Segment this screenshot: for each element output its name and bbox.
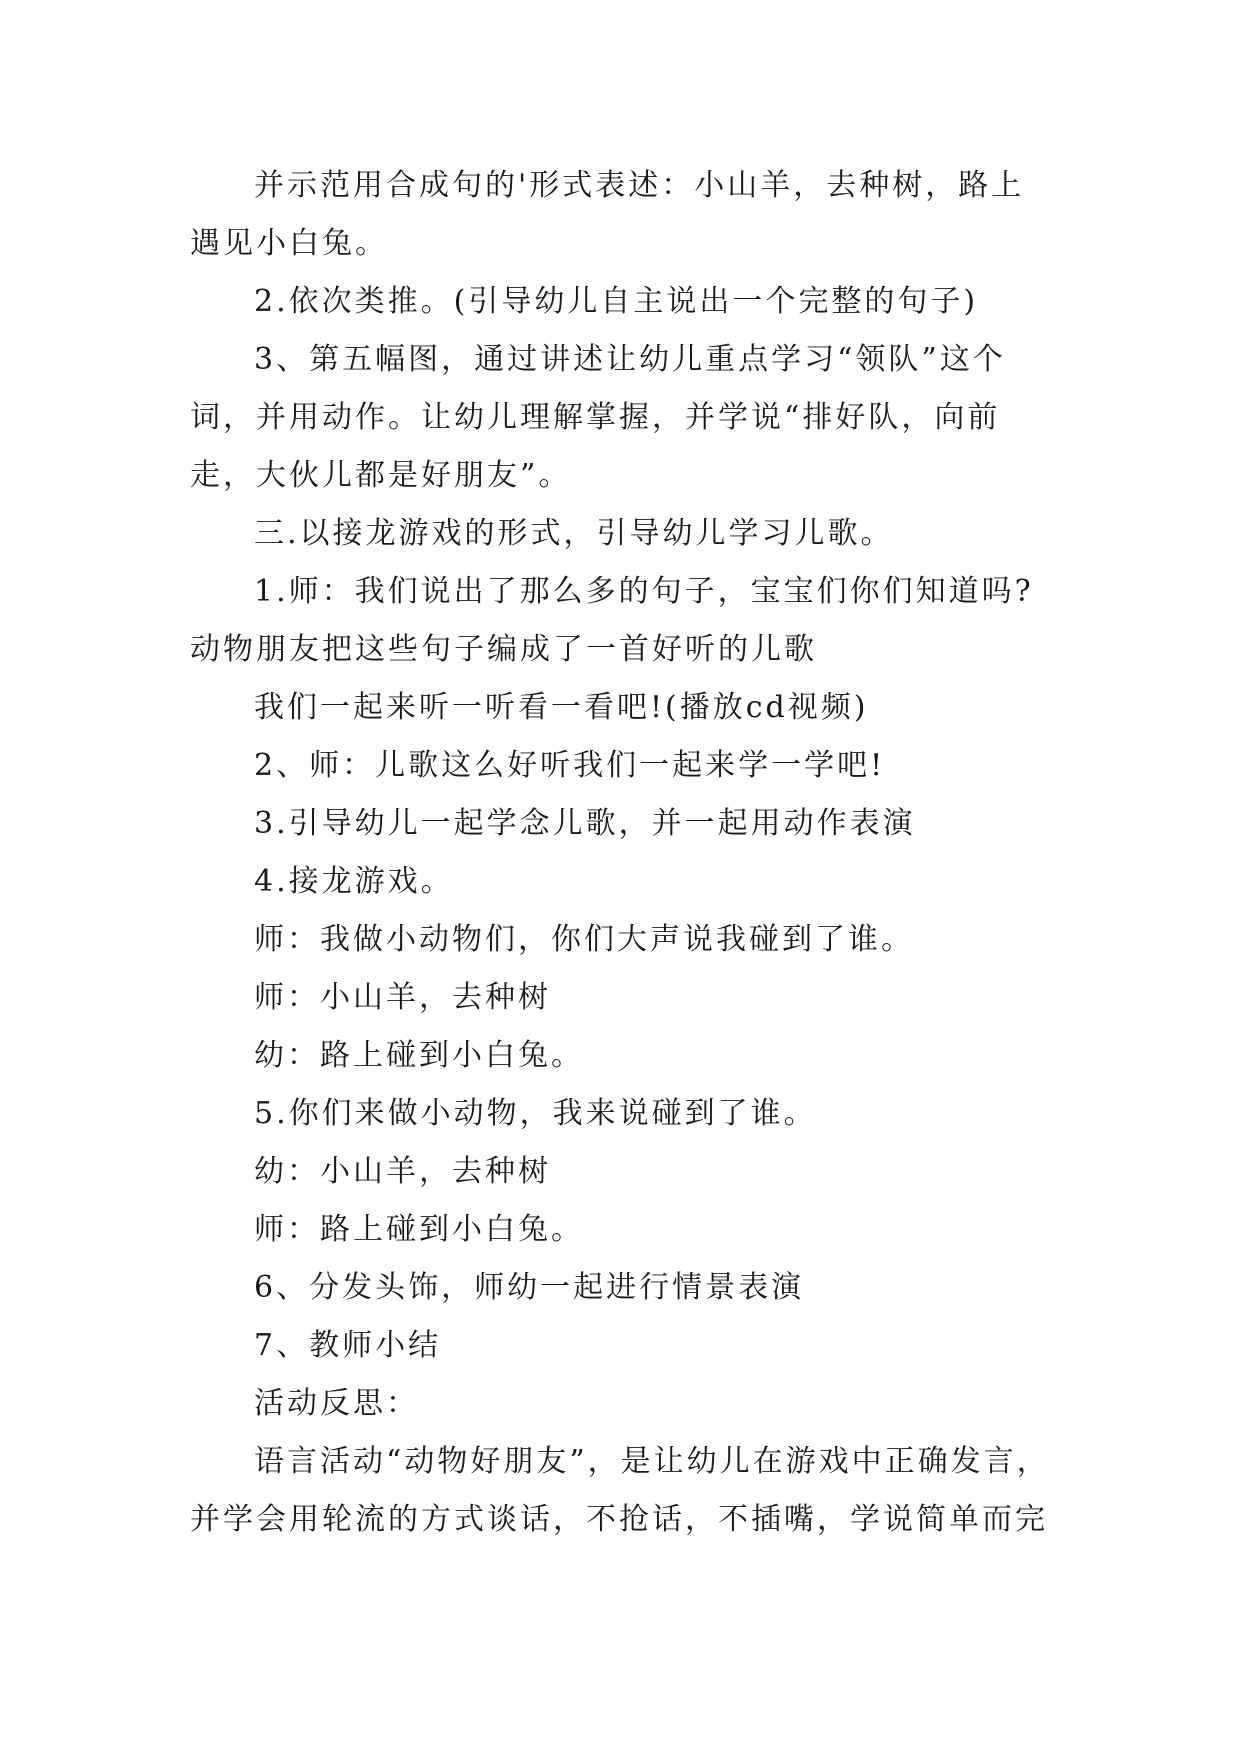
paragraph: 2.依次类推。(引导幼儿自主说出一个完整的句子) [254, 284, 979, 319]
paragraph: 4.接龙游戏。 [254, 864, 454, 899]
paragraph: 3.引导幼儿一起学念儿歌，并一起用动作表演 [254, 806, 916, 841]
paragraph: 3、第五幅图，通过讲述让幼儿重点学习“领队”这个词，并用动作。让幼儿理解掌握，并学说“排好队，向前走，大伙儿都是好朋友”。 [190, 342, 1006, 493]
paragraph: 我们一起来听一听看一看吧!(播放cd视频) [254, 690, 869, 725]
paragraph: 语言活动“动物好朋友”，是让幼儿在游戏中正确发言，并学会用轮流的方式谈话，不抢话，不插嘴，学说简单而完 [190, 1444, 1050, 1537]
paragraph: 1.师：我们说出了那么多的句子，宝宝们你们知道吗?动物朋友把这些句子编成了一首好听的儿歌 [190, 574, 1034, 667]
paragraph: 2、师：儿歌这么好听我们一起来学一学吧! [254, 748, 886, 783]
paragraph: 6、分发头饰，师幼一起进行情景表演 [254, 1270, 805, 1305]
paragraph: 师：路上碰到小白兔。 [254, 1212, 584, 1247]
paragraph: 并示范用合成句的'形式表述：小山羊，去种树，路上遇见小白兔。 [190, 168, 1025, 261]
paragraph: 三.以接龙游戏的形式，引导幼儿学习儿歌。 [254, 516, 894, 551]
paragraph: 幼：小山羊，去种树 [254, 1154, 551, 1189]
document-body [190, 157, 1050, 1549]
paragraph: 师：我做小动物们，你们大声说我碰到了谁。 [254, 922, 914, 957]
paragraph: 师：小山羊，去种树 [254, 980, 551, 1015]
paragraph: 幼：路上碰到小白兔。 [254, 1038, 584, 1073]
paragraph: 5.你们来做小动物，我来说碰到了谁。 [254, 1096, 817, 1131]
paragraph: 活动反思： [254, 1386, 419, 1421]
paragraph: 7、教师小结 [254, 1328, 442, 1363]
